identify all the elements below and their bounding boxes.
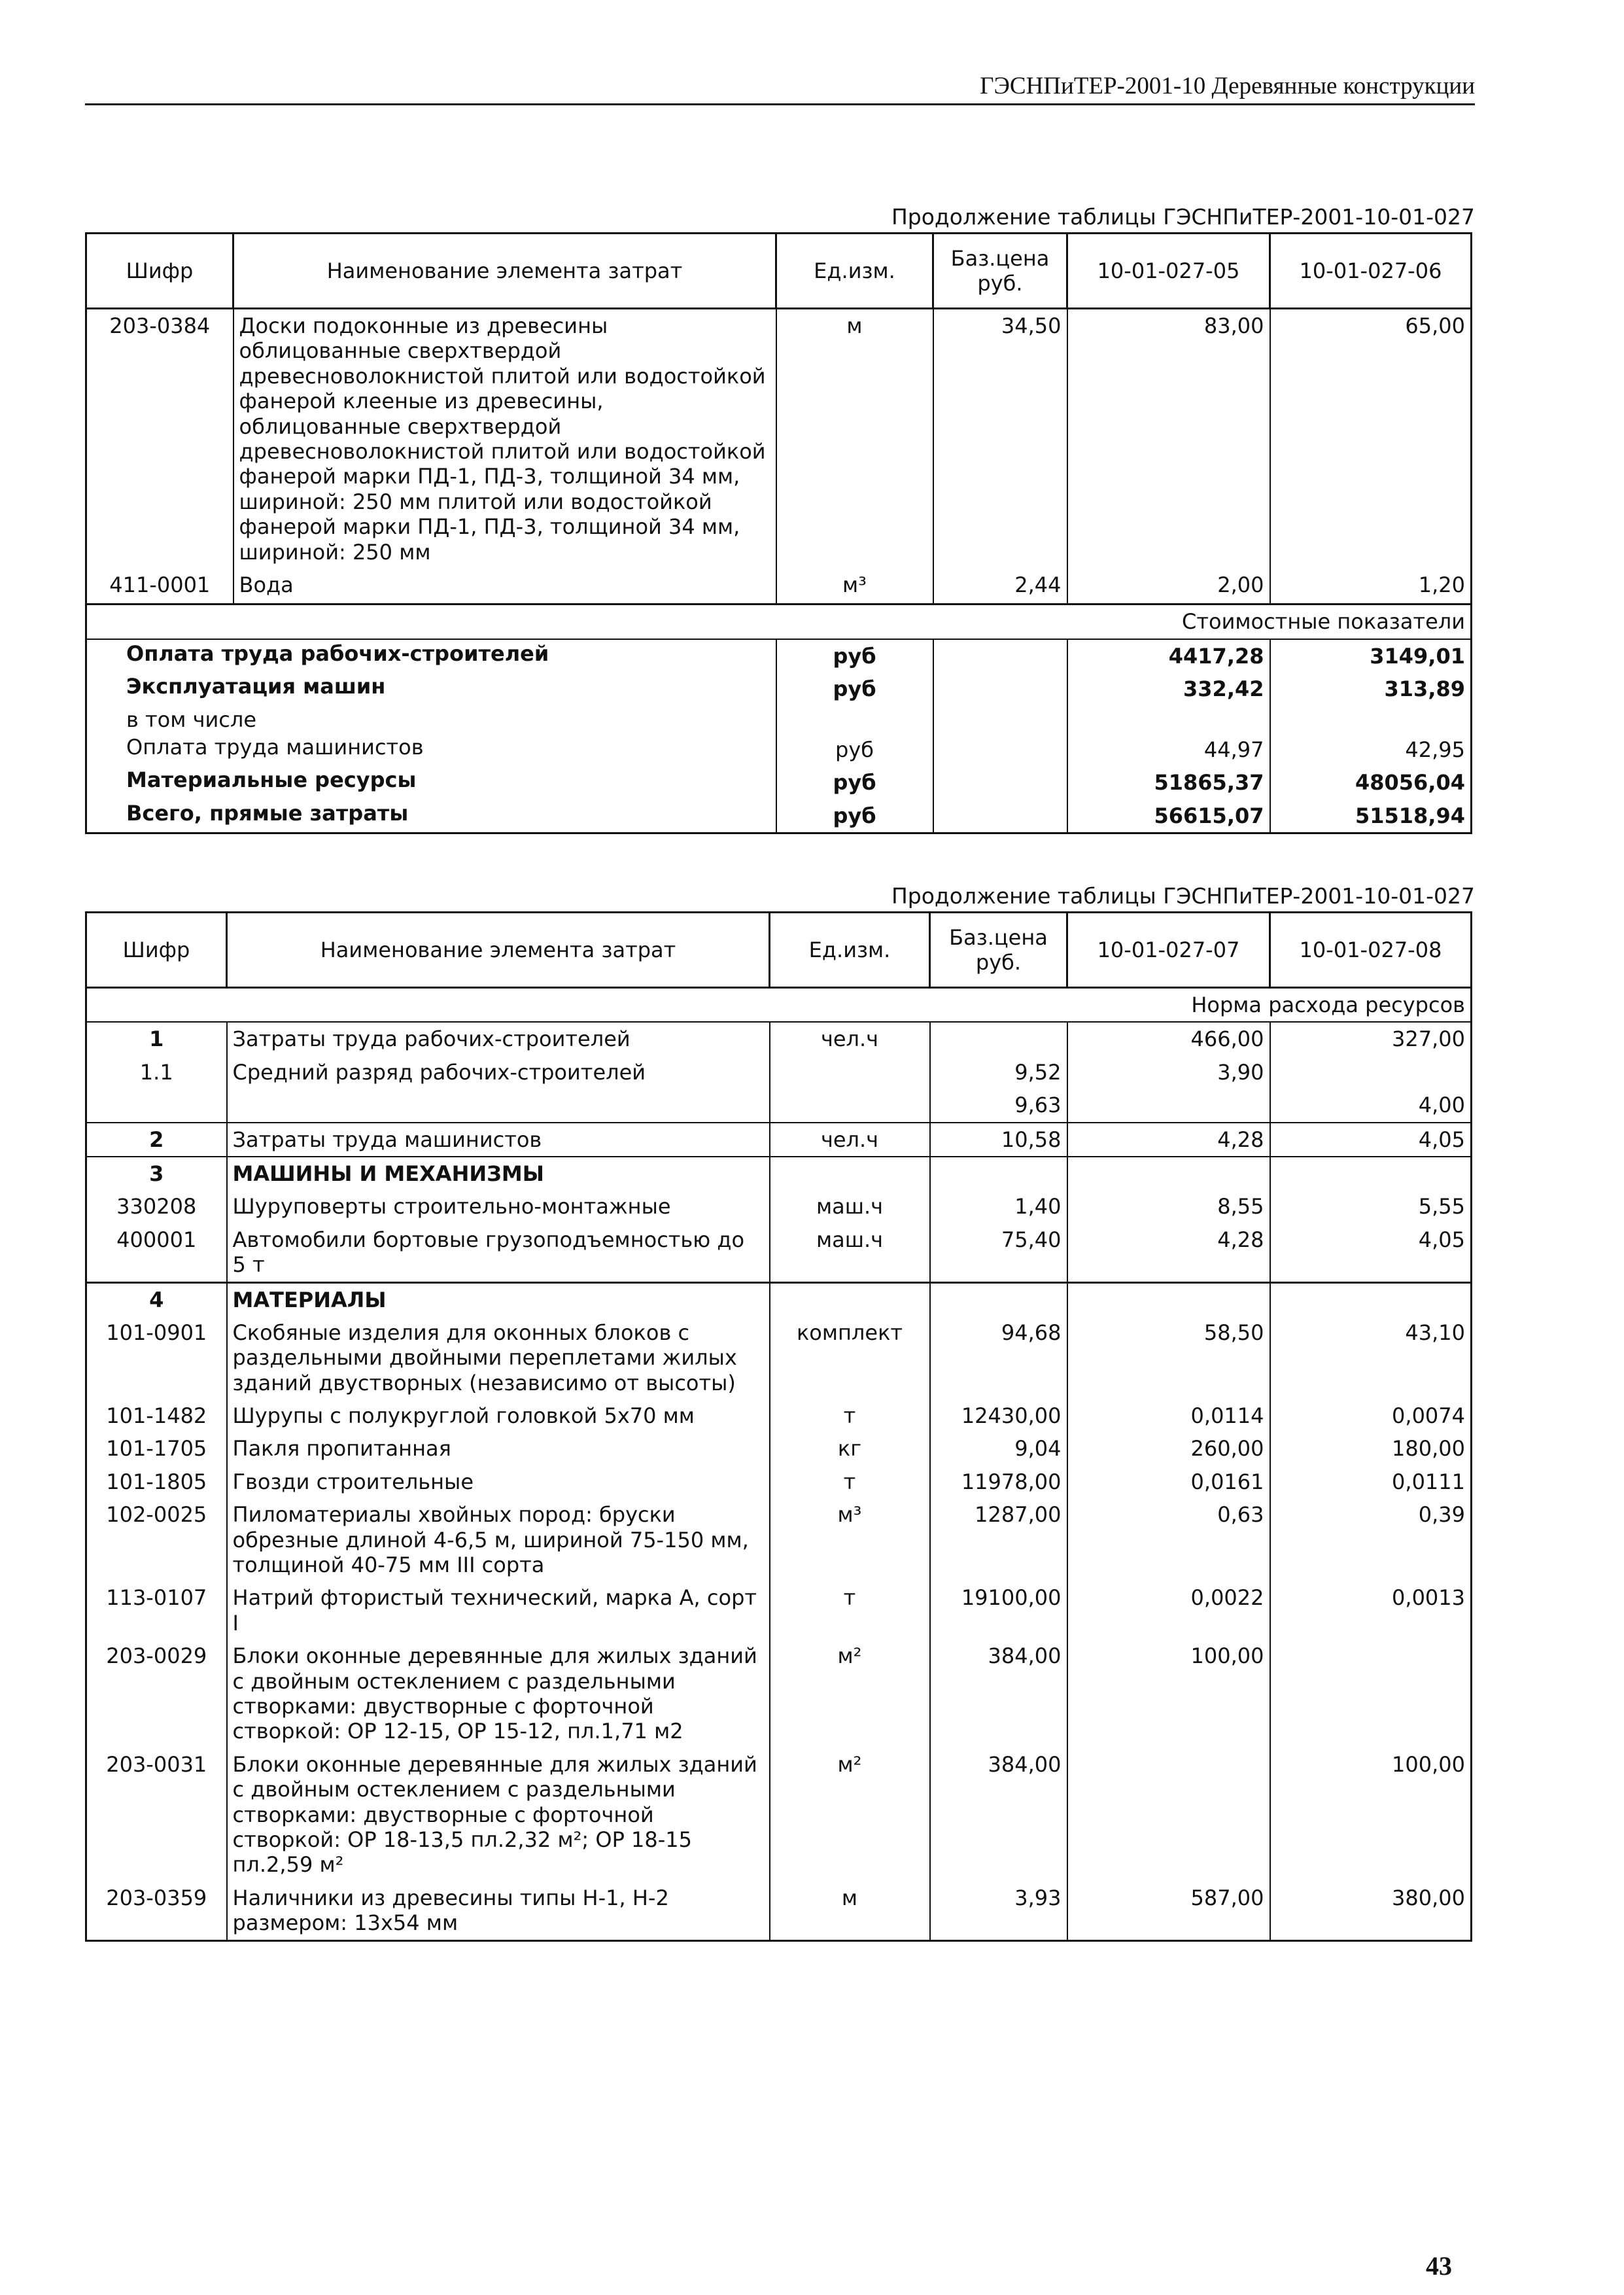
cost-price-empty	[933, 639, 1067, 673]
cell-price: 12430,00	[930, 1399, 1067, 1432]
table-row	[86, 1056, 1472, 1089]
col-header-name: Наименование элемента затрат	[227, 913, 770, 988]
cell-value-1	[1067, 1282, 1270, 1316]
cell-value-1: 100,00	[1067, 1639, 1270, 1748]
cell-name: Натрий фтористый технический, марка А, сорт I	[227, 1581, 770, 1639]
cell-unit: т	[770, 1581, 930, 1639]
cell-unit: маш.ч	[770, 1190, 930, 1223]
cell-value-2: 43,10	[1270, 1316, 1472, 1399]
cell-value-2: 1,20	[1270, 569, 1472, 604]
cell-code: 113-0107	[86, 1581, 227, 1639]
cell-name: Шурупы с полукруглой головкой 5х70 мм	[227, 1399, 770, 1432]
running-header: ГЭСНПиТЕР-2001-10 Деревянные конструкции	[980, 73, 1475, 99]
cell-value-2: 100,00	[1270, 1748, 1472, 1882]
cell-unit: чел.ч	[770, 1123, 930, 1157]
cell-code: 1.1	[86, 1056, 227, 1089]
cell-price: 384,00	[930, 1639, 1067, 1748]
section-note-row	[86, 604, 1472, 639]
cell-code: 4	[86, 1282, 227, 1316]
cell-unit	[770, 1157, 930, 1190]
resource-table-1	[85, 232, 1472, 834]
cell-name: Блоки оконные деревянные для жилых зданий с двойным остеклением с раздельными створками: двустворные с форточной створкой: ОР 12-15, ОР 15-12, пл.1,71 м2	[227, 1639, 770, 1748]
cell-price	[930, 1157, 1067, 1190]
cell-name: Доски подоконные из древесины облицованные сверхтвердой древесноволокнистой плитой или водостойкой фанерой клееные из древесины, облицованные сверхтвердой древесноволокнистой плитой или водостойкой фанерой марки ПД-1, ПД-3, толщиной 34 мм, шириной: 250 мм плитой или водостойкой фанерой марки ПД-1, ПД-3, толщиной 34 мм, шириной: 250 мм	[233, 309, 776, 569]
cell-code: 101-1705	[86, 1432, 227, 1465]
col-header-price: Баз.цена руб.	[930, 913, 1067, 988]
cell-price: 9,52	[930, 1056, 1067, 1089]
cell-value-2	[1270, 1639, 1472, 1748]
cell-value-2: 380,00	[1270, 1882, 1472, 1940]
table-row	[86, 1432, 1472, 1465]
table-row	[86, 1022, 1472, 1055]
cell-price: 75,40	[930, 1223, 1067, 1282]
cell-code: 203-0384	[86, 309, 233, 569]
cost-price-empty	[933, 766, 1067, 799]
cell-unit	[770, 1089, 930, 1122]
cell-value-2: 4,05	[1270, 1123, 1472, 1157]
cell-unit: м	[776, 309, 933, 569]
cost-value-1: 56615,07	[1067, 799, 1270, 833]
cell-name: Пиломатериалы хвойных пород: бруски обрезные длиной 4-6,5 м, шириной 75-150 мм, толщиной 40-75 мм III сорта	[227, 1498, 770, 1581]
cell-value-2: 0,0013	[1270, 1581, 1472, 1639]
cell-unit: кг	[770, 1432, 930, 1465]
cell-price	[930, 1282, 1067, 1316]
table-row	[86, 1282, 1472, 1316]
cell-value-2: 180,00	[1270, 1432, 1472, 1465]
cell-value-1: 0,0022	[1067, 1581, 1270, 1639]
cost-row	[86, 766, 1472, 799]
cost-price-empty	[933, 706, 1067, 733]
cell-value-1: 587,00	[1067, 1882, 1270, 1940]
cell-unit: т	[770, 1465, 930, 1498]
table-row	[86, 1639, 1472, 1748]
table-row	[86, 1399, 1472, 1432]
cell-value-1	[1067, 1089, 1270, 1122]
col-header-unit: Ед.изм.	[776, 234, 933, 309]
cell-value-1: 2,00	[1067, 569, 1270, 604]
cell-unit: маш.ч	[770, 1223, 930, 1282]
cell-unit	[770, 1056, 930, 1089]
cost-value-2: 3149,01	[1270, 639, 1472, 673]
cell-value-2: 0,0074	[1270, 1399, 1472, 1432]
cell-value-2: 4,05	[1270, 1223, 1472, 1282]
cost-row	[86, 733, 1472, 766]
cost-value-2: 48056,04	[1270, 766, 1472, 799]
cell-unit: м²	[770, 1748, 930, 1882]
cell-price: 3,93	[930, 1882, 1067, 1940]
cell-code: 330208	[86, 1190, 227, 1223]
cost-name: Всего, прямые затраты	[86, 799, 776, 833]
cell-price: 1,40	[930, 1190, 1067, 1223]
cell-value-1: 4,28	[1067, 1223, 1270, 1282]
cost-name: Материальные ресурсы	[86, 766, 776, 799]
cell-unit: чел.ч	[770, 1022, 930, 1055]
cell-code: 101-1805	[86, 1465, 227, 1498]
cell-code: 101-0901	[86, 1316, 227, 1399]
cell-unit: м³	[770, 1498, 930, 1581]
cell-code: 411-0001	[86, 569, 233, 604]
cell-price: 10,58	[930, 1123, 1067, 1157]
cell-value-1	[1067, 1157, 1270, 1190]
table-row	[86, 309, 1472, 569]
cell-price: 9,04	[930, 1432, 1067, 1465]
resource-table-2	[85, 911, 1472, 1942]
cell-code: 102-0025	[86, 1498, 227, 1581]
cost-price-empty	[933, 673, 1067, 705]
cell-value-1: 3,90	[1067, 1056, 1270, 1089]
cell-name: Затраты труда машинистов	[227, 1123, 770, 1157]
cell-name: МАШИНЫ И МЕХАНИЗМЫ	[227, 1157, 770, 1190]
cell-code: 3	[86, 1157, 227, 1190]
cell-name: Затраты труда рабочих-строителей	[227, 1022, 770, 1055]
cell-code: 2	[86, 1123, 227, 1157]
cost-unit: руб	[776, 766, 933, 799]
cost-row	[86, 639, 1472, 673]
table-row	[86, 1581, 1472, 1639]
cell-price: 94,68	[930, 1316, 1067, 1399]
cost-name: Оплата труда машинистов	[86, 733, 776, 766]
cell-value-2: 0,0111	[1270, 1465, 1472, 1498]
cost-unit	[776, 706, 933, 733]
cell-value-2: 4,00	[1270, 1089, 1472, 1122]
col-header-name: Наименование элемента затрат	[233, 234, 776, 309]
cell-value-2: 5,55	[1270, 1190, 1472, 1223]
cell-unit	[770, 1282, 930, 1316]
col-header-v1: 10-01-027-05	[1067, 234, 1270, 309]
header-rule	[85, 103, 1475, 105]
cell-name: Автомобили бортовые грузоподъемностью до 5 т	[227, 1223, 770, 1282]
section-note-row	[86, 988, 1472, 1023]
section-note: Норма расхода ресурсов	[86, 988, 1472, 1023]
section-note: Стоимостные показатели	[86, 604, 1472, 639]
page-number: 43	[1426, 2251, 1452, 2281]
table-row	[86, 1223, 1472, 1282]
cell-code: 400001	[86, 1223, 227, 1282]
cell-unit: т	[770, 1399, 930, 1432]
cost-value-1: 44,97	[1067, 733, 1270, 766]
table-row	[86, 1882, 1472, 1940]
table-row	[86, 1123, 1472, 1157]
cell-value-2	[1270, 1282, 1472, 1316]
cell-price: 9,63	[930, 1089, 1067, 1122]
cell-code: 1	[86, 1022, 227, 1055]
cell-name: МАТЕРИАЛЫ	[227, 1282, 770, 1316]
cost-price-empty	[933, 733, 1067, 766]
cost-unit: руб	[776, 673, 933, 705]
cost-row	[86, 706, 1472, 733]
cell-value-1: 83,00	[1067, 309, 1270, 569]
cell-price: 34,50	[933, 309, 1067, 569]
cell-name: Пакля пропитанная	[227, 1432, 770, 1465]
cell-price: 19100,00	[930, 1581, 1067, 1639]
cost-value-2: 42,95	[1270, 733, 1472, 766]
cell-price	[930, 1022, 1067, 1055]
table-row	[86, 1157, 1472, 1190]
table-row	[86, 1748, 1472, 1882]
cell-value-1: 466,00	[1067, 1022, 1270, 1055]
cost-value-2: 313,89	[1270, 673, 1472, 705]
cell-value-1: 260,00	[1067, 1432, 1270, 1465]
cell-name	[227, 1089, 770, 1122]
cost-value-1: 4417,28	[1067, 639, 1270, 673]
cell-name: Средний разряд рабочих-строителей	[227, 1056, 770, 1089]
cell-price: 11978,00	[930, 1465, 1067, 1498]
col-header-price: Баз.цена руб.	[933, 234, 1067, 309]
cost-name: в том числе	[86, 706, 776, 733]
cell-value-2: 327,00	[1270, 1022, 1472, 1055]
table-row	[86, 1089, 1472, 1122]
cell-name: Блоки оконные деревянные для жилых зданий с двойным остеклением с раздельными створками: двустворные с форточной створкой: ОР 18-13,5 пл.2,32 м²; ОР 18-15 пл.2,59 м²	[227, 1748, 770, 1882]
cell-value-1: 58,50	[1067, 1316, 1270, 1399]
cell-price: 2,44	[933, 569, 1067, 604]
cell-price: 384,00	[930, 1748, 1067, 1882]
cost-value-1: 332,42	[1067, 673, 1270, 705]
col-header-unit: Ед.изм.	[770, 913, 930, 988]
cost-value-2: 51518,94	[1270, 799, 1472, 833]
cell-name: Гвозди строительные	[227, 1465, 770, 1498]
cell-value-2: 65,00	[1270, 309, 1472, 569]
cell-code	[86, 1089, 227, 1122]
cell-name: Шуруповерты строительно-монтажные	[227, 1190, 770, 1223]
cell-code: 203-0029	[86, 1639, 227, 1748]
cost-name: Оплата труда рабочих-строителей	[86, 639, 776, 673]
cell-code: 203-0031	[86, 1748, 227, 1882]
cell-name: Скобяные изделия для оконных блоков с раздельными двойными переплетами жилых зданий двустворных (независимо от высоты)	[227, 1316, 770, 1399]
cell-unit: м	[770, 1882, 930, 1940]
cost-unit: руб	[776, 799, 933, 833]
cell-unit: м²	[770, 1639, 930, 1748]
cell-code: 101-1482	[86, 1399, 227, 1432]
cell-value-2: 0,39	[1270, 1498, 1472, 1581]
cost-unit: руб	[776, 733, 933, 766]
cell-value-2	[1270, 1157, 1472, 1190]
cell-value-1: 0,63	[1067, 1498, 1270, 1581]
cell-value-1	[1067, 1748, 1270, 1882]
cell-value-1: 8,55	[1067, 1190, 1270, 1223]
cell-value-1: 0,0161	[1067, 1465, 1270, 1498]
cell-name: Вода	[233, 569, 776, 604]
col-header-v1: 10-01-027-07	[1067, 913, 1270, 988]
table2-caption: Продолжение таблицы ГЭСНПиТЕР-2001-10-01-027	[891, 883, 1475, 909]
cell-value-1: 4,28	[1067, 1123, 1270, 1157]
cost-value-1	[1067, 706, 1270, 733]
cost-value-2	[1270, 706, 1472, 733]
cost-unit: руб	[776, 639, 933, 673]
table-row	[86, 1190, 1472, 1223]
col-header-v2: 10-01-027-06	[1270, 234, 1472, 309]
cell-price: 1287,00	[930, 1498, 1067, 1581]
table-row	[86, 1316, 1472, 1399]
table-row	[86, 1465, 1472, 1498]
cell-unit: м³	[776, 569, 933, 604]
cost-row	[86, 673, 1472, 705]
col-header-code: Шифр	[86, 234, 233, 309]
col-header-v2: 10-01-027-08	[1270, 913, 1472, 988]
cost-value-1: 51865,37	[1067, 766, 1270, 799]
table-row	[86, 1498, 1472, 1581]
cost-price-empty	[933, 799, 1067, 833]
cell-unit: комплект	[770, 1316, 930, 1399]
table1-caption: Продолжение таблицы ГЭСНПиТЕР-2001-10-01-027	[891, 204, 1475, 230]
cell-code: 203-0359	[86, 1882, 227, 1940]
cost-name: Эксплуатация машин	[86, 673, 776, 705]
cell-value-1: 0,0114	[1067, 1399, 1270, 1432]
col-header-code: Шифр	[86, 913, 227, 988]
table-row	[86, 569, 1472, 604]
cell-value-2	[1270, 1056, 1472, 1089]
cost-row	[86, 799, 1472, 833]
cell-name: Наличники из древесины типы Н-1, Н-2 размером: 13х54 мм	[227, 1882, 770, 1940]
